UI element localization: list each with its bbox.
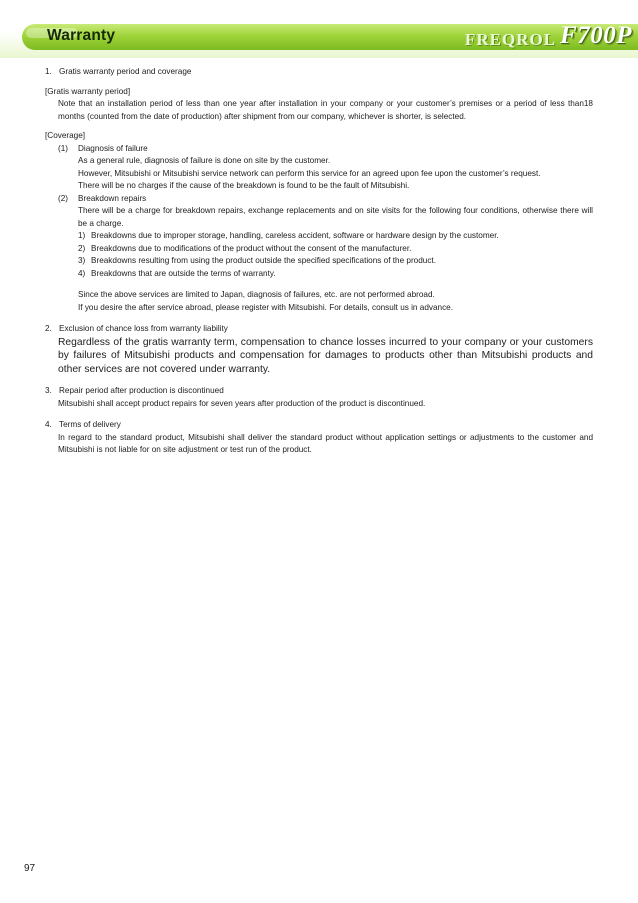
section-number: 2. — [45, 324, 52, 333]
abroad-note: Since the above services are limited to Japan, diagnosis of failures, etc. are not performed abroad. — [78, 290, 435, 299]
condition-item — [78, 255, 593, 268]
section-number: 4. — [45, 420, 52, 430]
section-heading — [45, 385, 593, 398]
condition-text: Breakdowns due to modifications of the product without the consent of the manufacturer. — [91, 243, 412, 253]
section-3 — [45, 385, 593, 410]
brand-name: FREQROL — [464, 30, 557, 49]
section-heading — [45, 66, 593, 79]
period-label: [Gratis warranty period] — [45, 86, 131, 96]
item-number: (1) — [58, 143, 69, 153]
coverage-item-1 — [45, 143, 593, 193]
section-text: Regardless of the gratis warranty term, compensation to chance losses incurred to your company or your customers by failures of Mitsubishi products and compensation for damages to products other than Mitsubishi products and other services are not covered under warranty. — [58, 336, 593, 375]
condition-item — [78, 230, 593, 243]
coverage-text: There will be no charges if the cause of the breakdown is found to be the fault of Mitsubishi. — [78, 181, 410, 190]
section-title: Gratis warranty period and coverage — [59, 67, 192, 76]
coverage-text: As a general rule, diagnosis of failure is done on site by the customer. — [78, 156, 331, 165]
coverage-text: However, Mitsubishi or Mitsubishi service network can perform this service for an agreed upon fee upon the customer’s request. — [78, 168, 541, 178]
brand-logo — [465, 18, 632, 50]
warranty-content — [45, 66, 593, 457]
section-title: Exclusion of chance loss from warranty liability — [59, 324, 228, 333]
section-heading — [45, 419, 593, 432]
item-title: Diagnosis of failure — [78, 143, 148, 153]
section-4 — [45, 419, 593, 457]
condition-text: Breakdowns that are outside the terms of warranty. — [91, 268, 276, 278]
section-text: In regard to the standard product, Mitsubishi shall deliver the standard product without application settings or adjustments to the customer and Mitsubishi is not liable for on site adjustment or test run of the product. — [58, 432, 593, 455]
section-heading — [45, 323, 593, 336]
coverage-item-2 — [45, 193, 593, 315]
section-title: Repair period after production is discontinued — [59, 386, 224, 396]
abroad-note: If you desire the after service abroad, please register with Mitsubishi. For details, consult us in advance. — [78, 302, 453, 312]
condition-number: 3) — [78, 256, 86, 265]
page-header — [0, 0, 638, 58]
condition-text: Breakdowns due to improper storage, handling, careless accident, software or hardware design by the customer. — [91, 231, 499, 240]
condition-number: 1) — [78, 231, 86, 240]
item-number: (2) — [58, 193, 69, 203]
section-1 — [45, 66, 593, 314]
condition-item — [78, 268, 593, 281]
page-title: Warranty — [47, 27, 116, 44]
period-text: Note that an installation period of less than one year after installation in your company or your customer’s premises or a period of less than18 months (counted from the date of production) after shipment from our company, whichever is shorter, is selected. — [58, 99, 593, 121]
section-2 — [45, 323, 593, 376]
coverage-text: There will be a charge for breakdown repairs, exchange replacements and on site visits for the following four conditions, otherwise there will be a charge. — [78, 206, 593, 228]
condition-text: Breakdowns resulting from using the product outside the specified specifications of the product. — [91, 256, 436, 265]
brand-model: F700P — [560, 22, 632, 49]
section-text: Mitsubishi shall accept product repairs for seven years after production of the product is discontinued. — [58, 398, 426, 408]
condition-number: 4) — [78, 268, 86, 278]
coverage-label: [Coverage] — [45, 131, 86, 140]
page-number: 97 — [24, 863, 36, 874]
condition-number: 2) — [78, 243, 86, 253]
section-title: Terms of delivery — [59, 420, 121, 430]
condition-item — [78, 243, 593, 256]
section-number: 3. — [45, 386, 52, 396]
item-title: Breakdown repairs — [78, 193, 147, 203]
section-number: 1. — [45, 67, 52, 76]
